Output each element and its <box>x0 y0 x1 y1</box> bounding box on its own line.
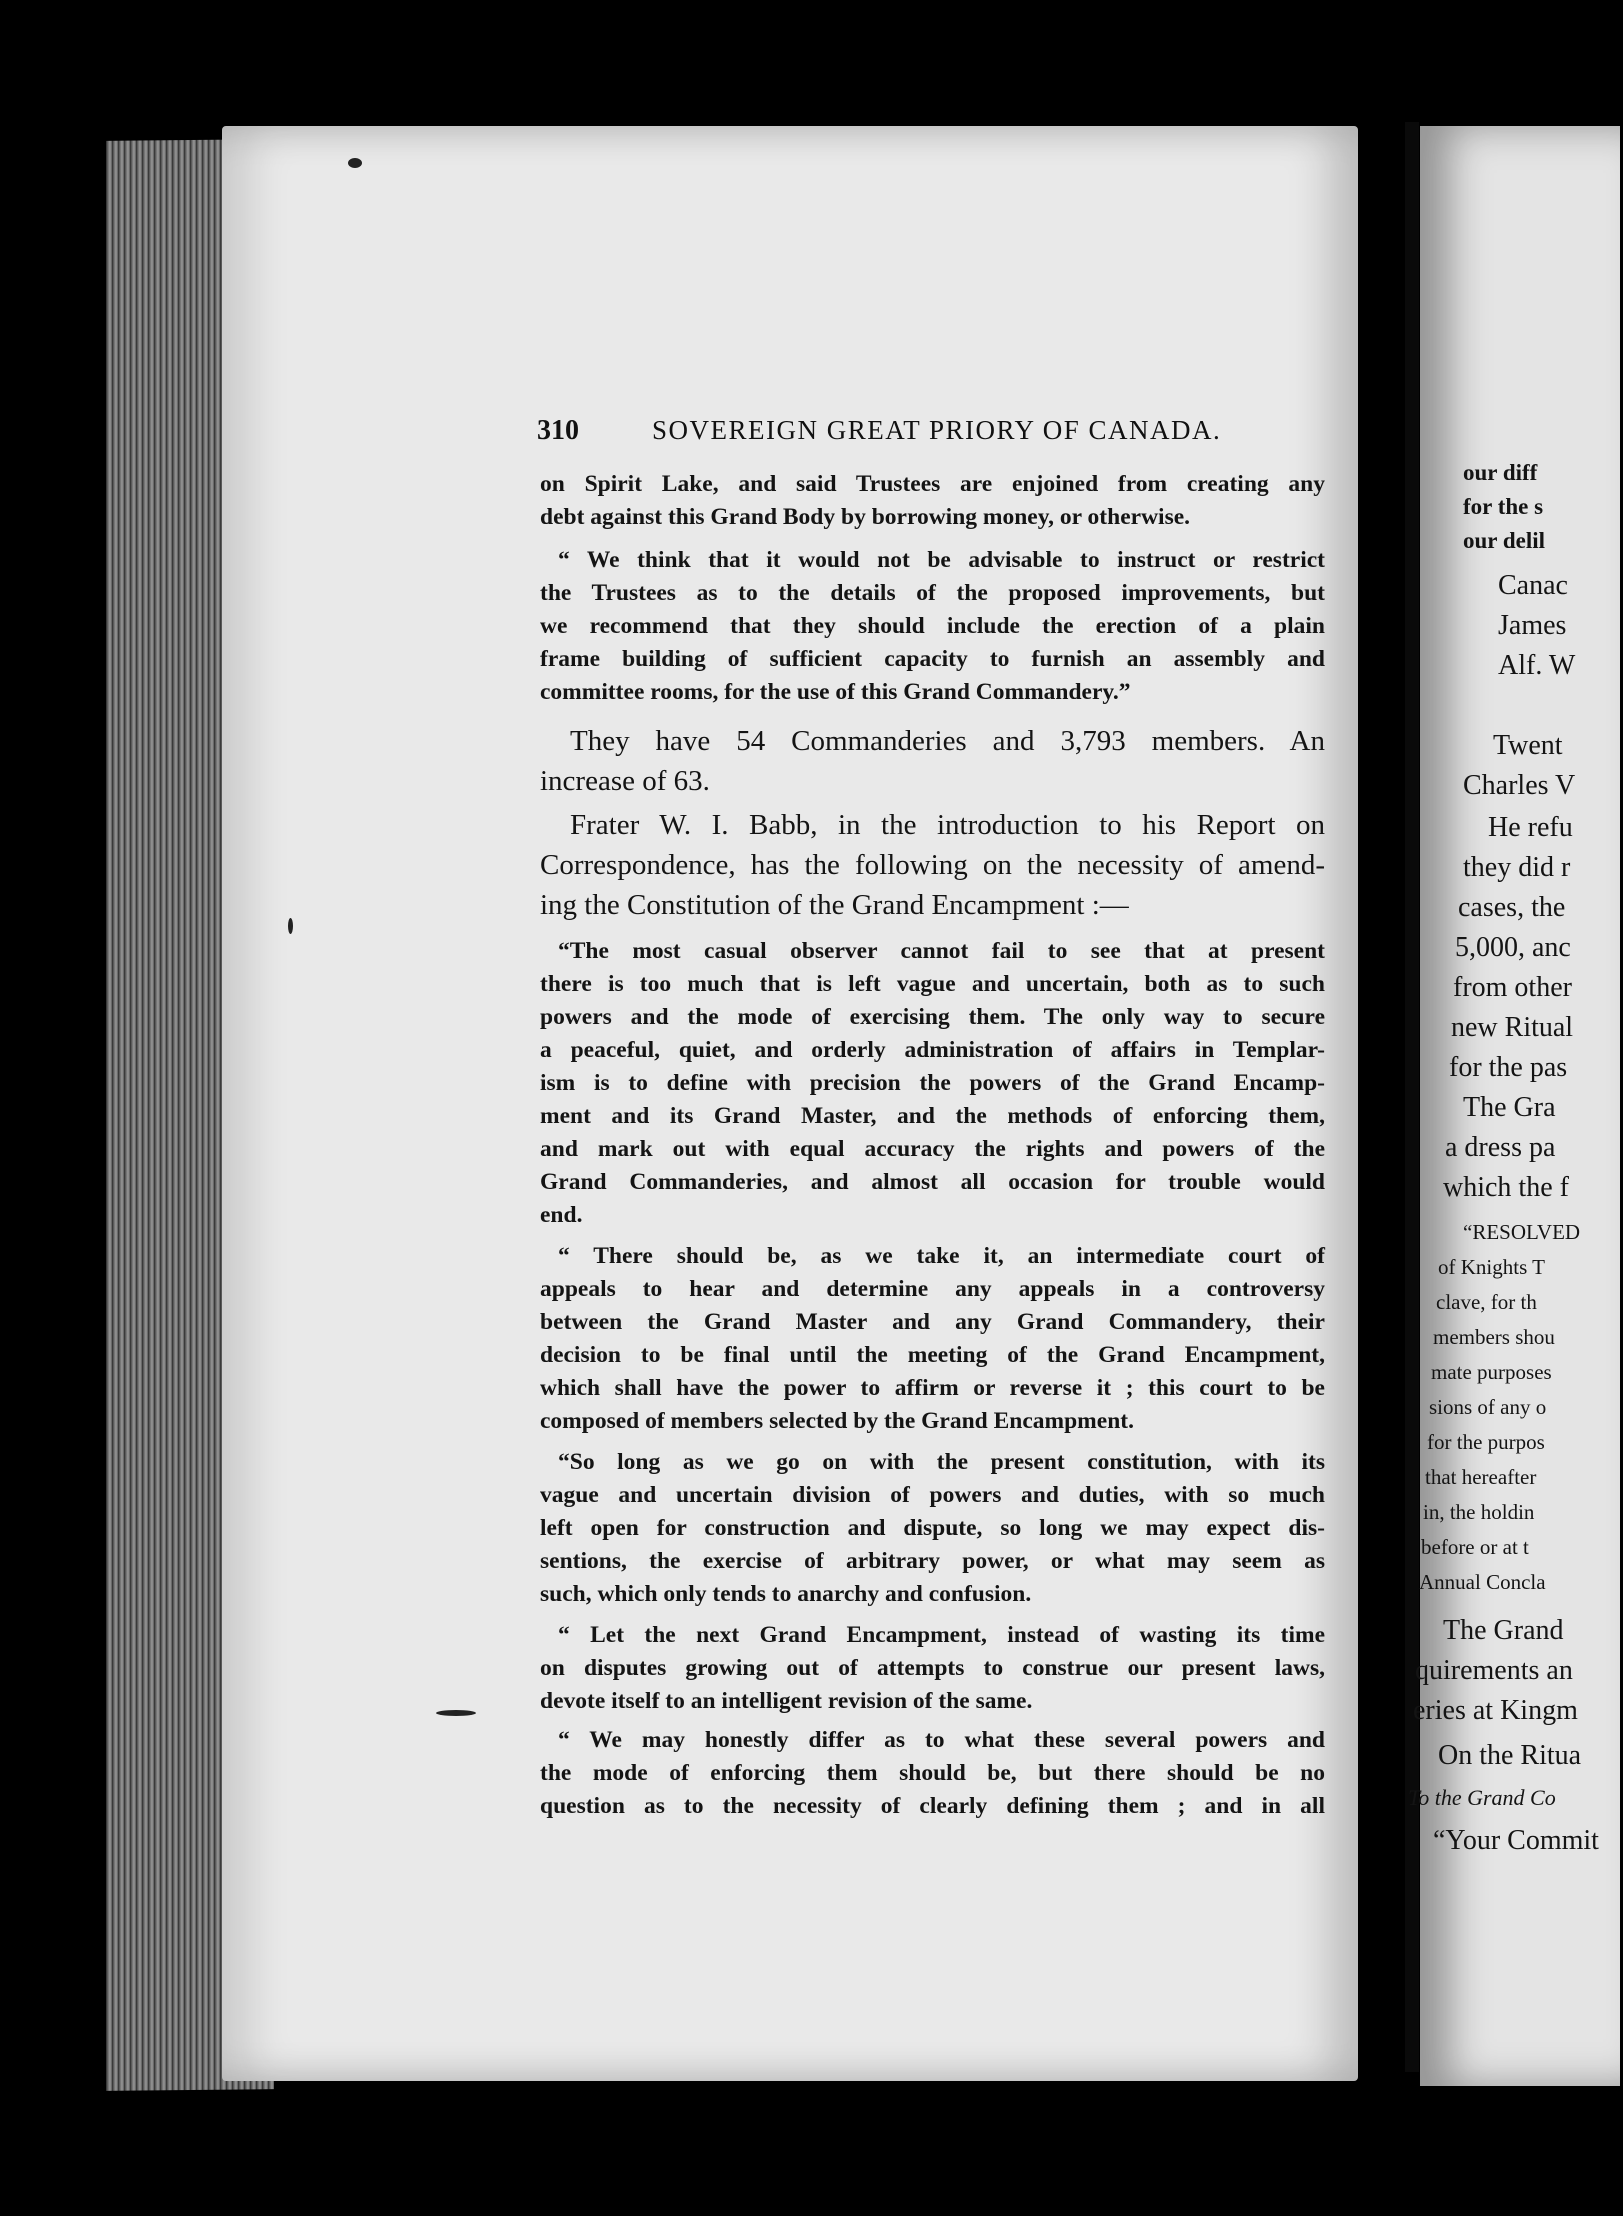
text-line: powers and the mode of exercising them. The only way to secure <box>540 1004 1325 1030</box>
text-line: He refu <box>1488 812 1573 843</box>
book-spine <box>1405 122 1419 2072</box>
text-line: “ We think that it would not be advisable to instruct or restrict <box>558 547 1325 573</box>
text-line: “ There should be, as we take it, an intermediate court of <box>558 1243 1325 1269</box>
text-line: Twent <box>1493 730 1563 761</box>
text-line: which shall have the power to affirm or reverse it ; this court to be <box>540 1375 1325 1401</box>
text-line: for the purpos <box>1427 1430 1545 1454</box>
quoted-paragraph <box>540 1619 1325 1718</box>
text-line: the Trustees as to the details of the proposed improvements, but <box>540 580 1325 606</box>
text-line: They have 54 Commanderies and 3,793 members. An <box>570 725 1325 757</box>
continued-quote <box>540 468 1325 534</box>
text-line: we recommend that they should include the erection of a plain <box>540 613 1325 639</box>
running-title: SOVEREIGN GREAT PRIORY OF CANADA. <box>652 415 1222 445</box>
text-line: James <box>1498 610 1567 641</box>
text-line: debt against this Grand Body by borrowing money, or otherwise. <box>540 504 1191 530</box>
text-line: for the pas <box>1449 1052 1568 1083</box>
quoted-paragraph <box>540 935 1325 1232</box>
quoted-paragraph <box>540 1724 1325 1823</box>
text-line: increase of 63. <box>540 765 710 797</box>
text-line: there is too much that is left vague and uncertain, both as to such <box>540 971 1325 997</box>
text-line: “The most casual observer cannot fail to see that at present <box>558 938 1325 964</box>
text-line: our delil <box>1463 528 1546 553</box>
text-line: the mode of enforcing them should be, but there should be no <box>540 1760 1325 1786</box>
text-line: decision to be final until the meeting of the Grand Encampment, <box>540 1342 1325 1368</box>
text-line: a dress pa <box>1445 1132 1556 1163</box>
text-line: The Grand <box>1443 1615 1564 1646</box>
ink-smudge <box>436 1710 476 1716</box>
ink-speck <box>288 918 293 934</box>
ink-speck <box>348 158 362 168</box>
text-line: Alf. W <box>1498 650 1576 681</box>
text-line: left open for construction and dispute, so long we may expect dis- <box>540 1515 1325 1541</box>
text-line: Annual Concla <box>1419 1570 1546 1594</box>
text-line: between the Grand Master and any Grand Commandery, their <box>540 1309 1325 1335</box>
text-line: ism is to define with precision the powers of the Grand Encamp- <box>540 1070 1325 1096</box>
text-line: composed of members selected by the Grand Encampment. <box>540 1408 1134 1434</box>
text-line: members shou <box>1433 1325 1555 1349</box>
text-line: a peaceful, quiet, and orderly administration of affairs in Templar- <box>540 1037 1325 1063</box>
text-line: before or at t <box>1421 1535 1529 1559</box>
text-line: Correspondence, has the following on the necessity of amend- <box>540 849 1325 881</box>
text-line: which the f <box>1443 1172 1569 1203</box>
text-line: ing the Constitution of the Grand Encampment :— <box>540 889 1129 921</box>
quoted-paragraph <box>540 1240 1325 1438</box>
text-line: 5,000, anc <box>1455 932 1571 963</box>
text-line: “ Let the next Grand Encampment, instead of wasting its time <box>558 1622 1325 1648</box>
text-line: Frater W. I. Babb, in the introduction to his Report on <box>570 809 1325 841</box>
text-line: they did r <box>1463 852 1571 883</box>
text-line: of Knights T <box>1438 1255 1545 1279</box>
body-paragraph <box>540 721 1325 801</box>
text-line: from other <box>1453 972 1572 1003</box>
text-line: mate purposes <box>1431 1360 1552 1384</box>
text-line: such, which only tends to anarchy and confusion. <box>540 1581 1032 1607</box>
text-line: end. <box>540 1202 583 1228</box>
text-line: “RESOLVED <box>1463 1220 1581 1244</box>
text-line: sions of any o <box>1429 1395 1547 1419</box>
text-line: frame building of sufficient capacity to furnish an assembly and <box>540 646 1325 672</box>
text-line: To the Grand Co <box>1408 1785 1556 1810</box>
text-line: our diff <box>1463 460 1538 485</box>
body-paragraph <box>540 805 1325 925</box>
text-line: committee rooms, for the use of this Grand Commandery.” <box>540 679 1131 705</box>
text-line: sentions, the exercise of arbitrary power, or what may seem as <box>540 1548 1325 1574</box>
text-line: Grand Commanderies, and almost all occasion for trouble would <box>540 1169 1325 1195</box>
text-line: ment and its Grand Master, and the methods of enforcing them, <box>540 1103 1325 1129</box>
text-line: The Gra <box>1463 1092 1556 1123</box>
right-page-text-fragment <box>1408 460 1623 1880</box>
text-line: “So long as we go on with the present constitution, with its <box>558 1449 1325 1475</box>
left-page-text-column <box>540 468 1325 1823</box>
text-line: quirements an <box>1415 1655 1573 1686</box>
text-line: that hereafter <box>1425 1465 1537 1489</box>
text-line: vague and uncertain division of powers and duties, with so much <box>540 1482 1325 1508</box>
text-line: on disputes growing out of attempts to construe our present laws, <box>540 1655 1325 1681</box>
text-line: appeals to hear and determine any appeals in a controversy <box>540 1276 1325 1302</box>
quoted-paragraph <box>540 544 1325 709</box>
text-line: question as to the necessity of clearly defining them ; and in all <box>540 1793 1325 1819</box>
text-line: Canac <box>1498 570 1568 601</box>
text-line: new Ritual <box>1451 1012 1574 1043</box>
text-line: eries at Kingm <box>1413 1695 1578 1726</box>
text-line: on Spirit Lake, and said Trustees are enjoined from creating any <box>540 471 1325 497</box>
text-line: devote itself to an intelligent revision of the same. <box>540 1688 1033 1714</box>
text-line: for the s <box>1463 494 1544 519</box>
text-line: in, the holdin <box>1423 1500 1535 1524</box>
quoted-paragraph <box>540 1446 1325 1611</box>
text-line: clave, for th <box>1436 1290 1537 1314</box>
text-line: and mark out with equal accuracy the rights and powers of the <box>540 1136 1325 1162</box>
text-line: “ We may honestly differ as to what these several powers and <box>558 1727 1325 1753</box>
text-line: Charles V <box>1463 770 1576 801</box>
text-line: “Your Commit <box>1433 1825 1599 1856</box>
text-line: On the Ritua <box>1438 1740 1582 1771</box>
page-number: 310 <box>537 415 579 446</box>
text-line: cases, the <box>1458 892 1566 923</box>
